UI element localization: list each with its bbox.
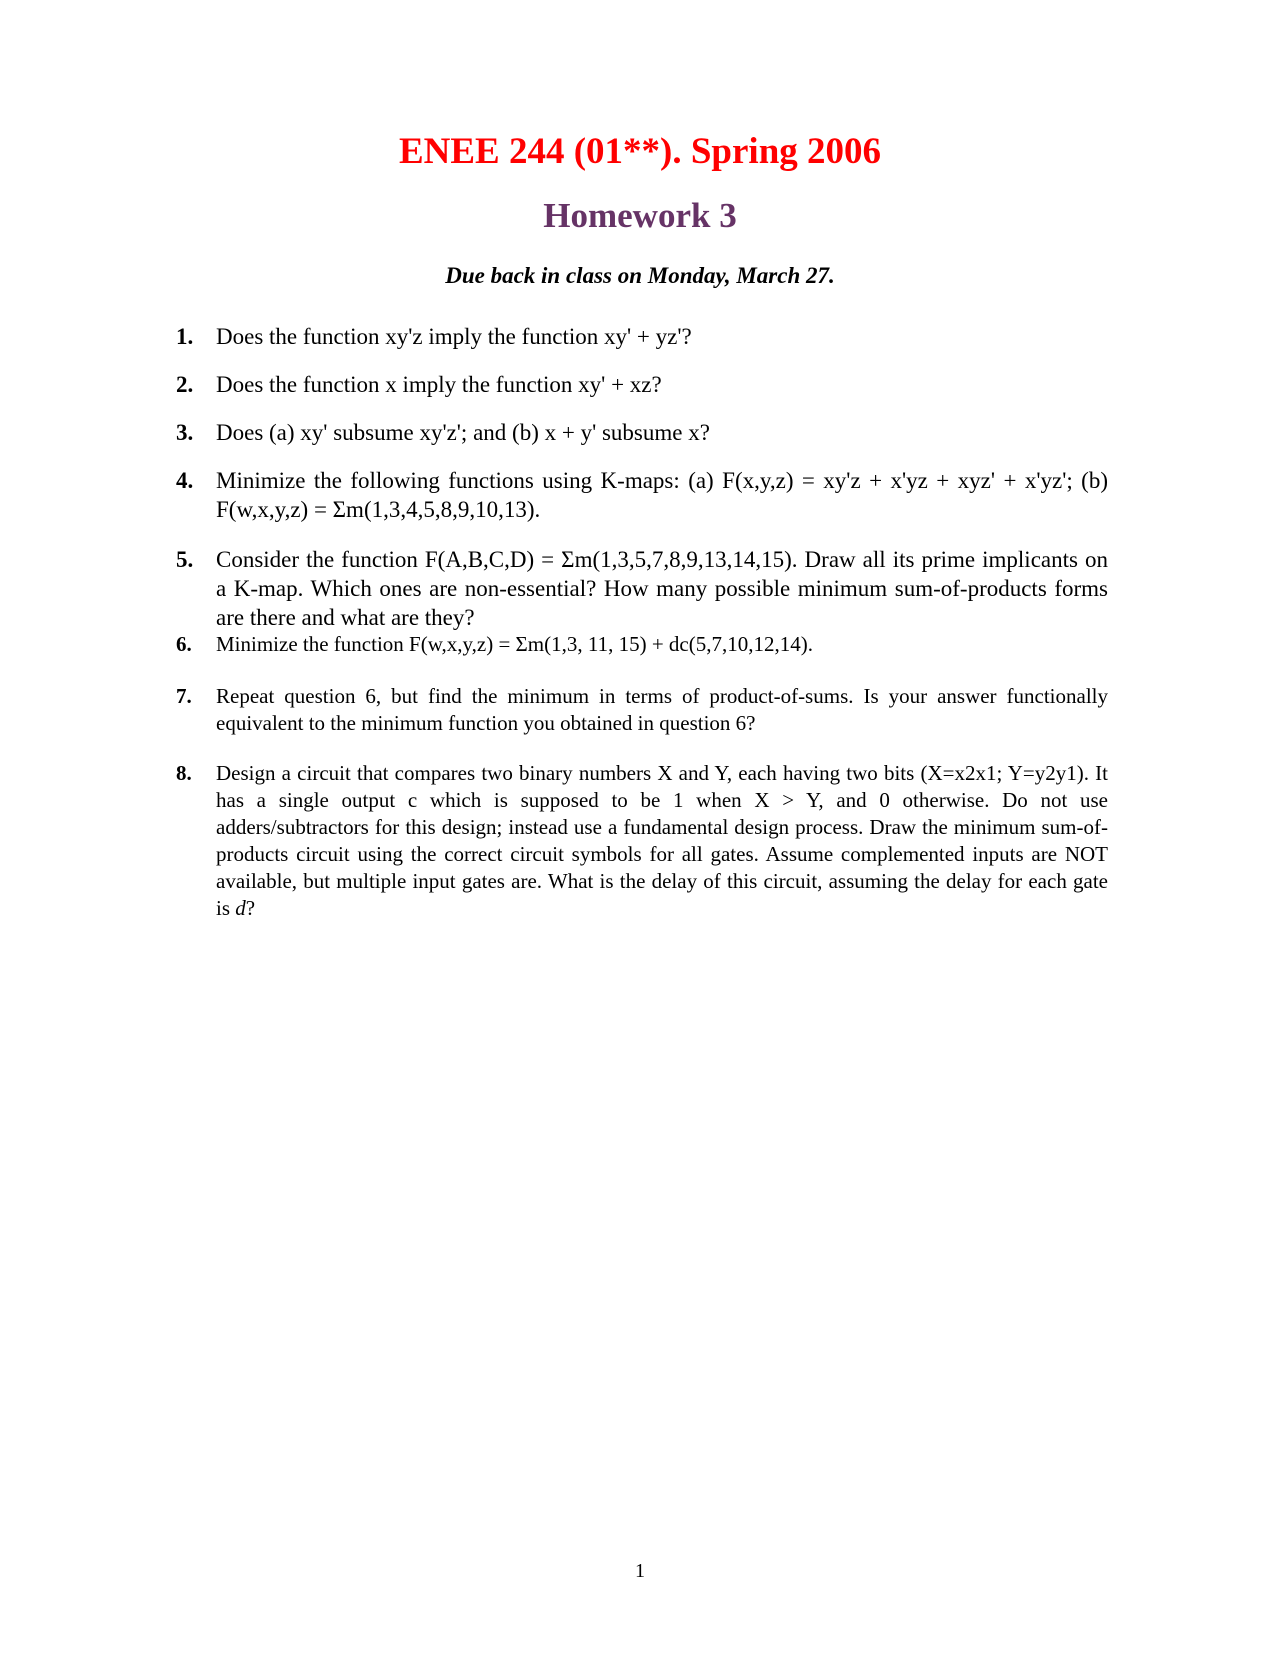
question-6 (176, 631, 1108, 658)
question-number: 8. (176, 761, 192, 785)
document-title: ENEE 244 (01**). Spring 2006 (398, 131, 882, 172)
question-number: 2. (176, 372, 194, 397)
question-number: 5. (176, 547, 194, 572)
question-number: 1. (176, 324, 194, 349)
question-text (216, 760, 1108, 922)
question-number: 4. (176, 468, 194, 493)
question-number: 6. (176, 632, 192, 656)
question-text: Repeat question 6, but find the minimum in terms of product-of-sums. Is your answer functionally equivalent to the minimum function you obtained in question 6? (216, 684, 1108, 735)
due-date: Due back in class on Monday, March 27. (445, 263, 835, 288)
delay-variable: d (235, 896, 246, 920)
question-text: Does the function x imply the function xy' + xz? (216, 372, 662, 397)
question-1 (176, 322, 1108, 351)
question-5 (176, 545, 1108, 632)
question-number: 3. (176, 420, 194, 445)
question-7 (176, 683, 1108, 737)
question-text-main: Design a circuit that compares two binary numbers X and Y, each having two bits (X=x2x1; Y=y2y1). It has a single output c which is supposed to be 1 when X > Y, and 0 otherwise. Do not use adders/subtractors for this design; instead use a fundamental design process. Draw the minimum sum-of-products circuit using the correct circuit symbols for all gates. Assume complemented inputs are NOT available, but multiple input gates are. What is the delay of this circuit, assuming the delay for each gate is (216, 761, 1108, 920)
homework-title: Homework 3 (543, 196, 737, 235)
page-number: 1 (635, 1560, 645, 1582)
question-text: Does (a) xy' subsume xy'z'; and (b) x + y' subsume x? (216, 420, 710, 445)
question-text-end: ? (245, 896, 256, 920)
question-text: Does the function xy'z imply the function xy' + yz'? (216, 324, 692, 349)
question-text: Consider the function F(A,B,C,D) = Σm(1,3,5,7,8,9,13,14,15). Draw all its prime implicants on a K-map. Which ones are non-essential? How many possible minimum sum-of-products forms are there and what are they? (216, 547, 1108, 630)
question-text: Minimize the function F(w,x,y,z) = Σm(1,3, 11, 15) + dc(5,7,10,12,14). (216, 632, 813, 656)
question-number: 7. (176, 684, 192, 708)
question-2 (176, 370, 1108, 399)
question-4 (176, 466, 1108, 524)
question-8 (176, 760, 1108, 922)
question-3 (176, 418, 1108, 447)
question-text: Minimize the following functions using K-maps: (a) F(x,y,z) = xy'z + x'yz + xyz' + x'yz'; (b) F(w,x,y,z) = Σm(1,3,4,5,8,9,10,13). (216, 468, 1108, 522)
